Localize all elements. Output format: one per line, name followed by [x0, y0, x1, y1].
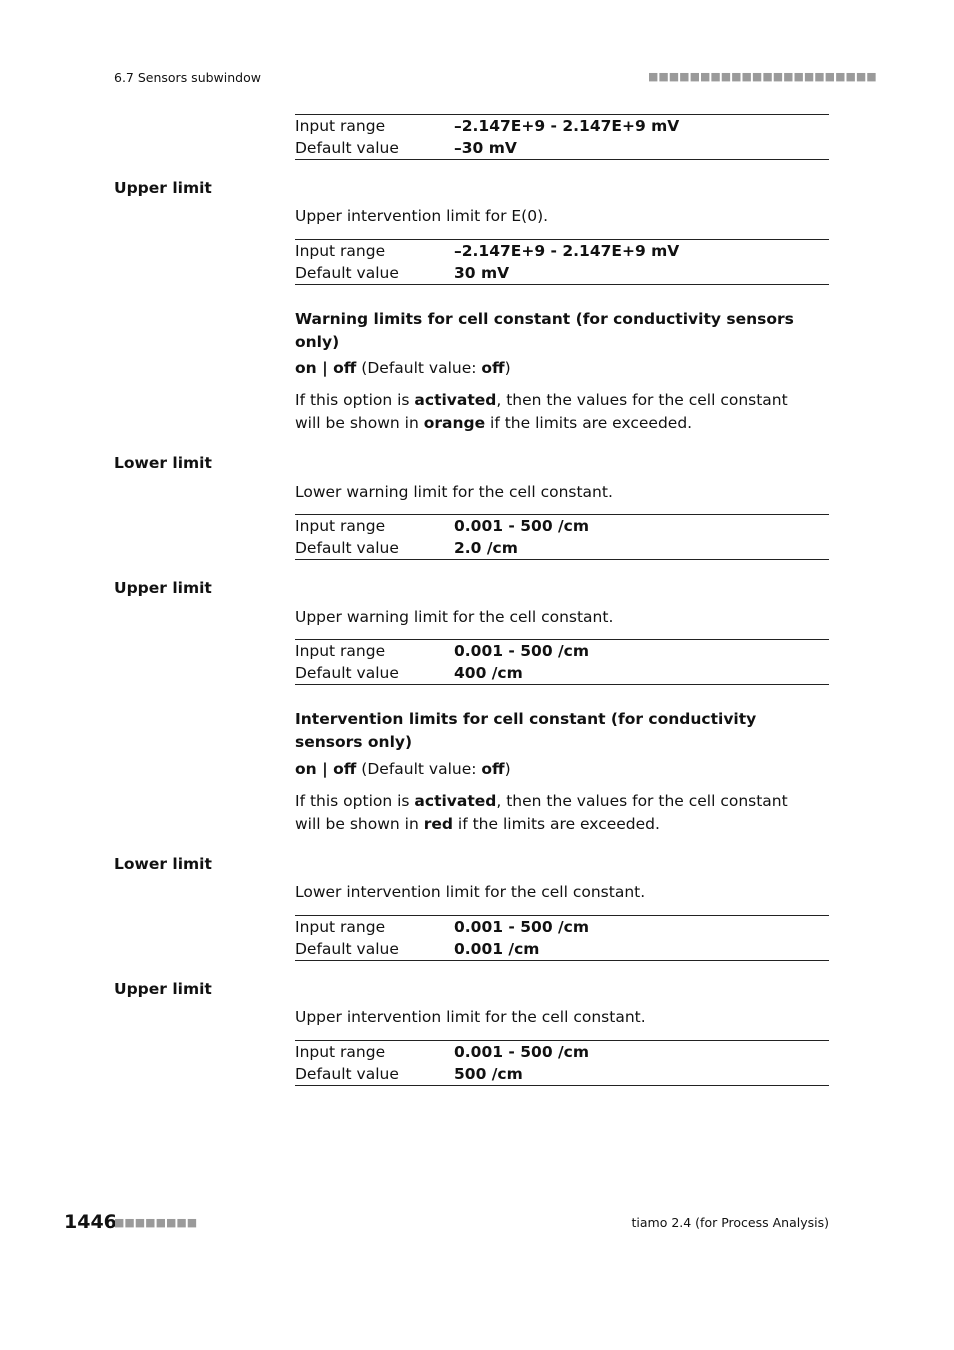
e0-upper-limit-table: [295, 239, 829, 285]
warning-upper-limit-desc: Upper warning limit for the cell constant.: [295, 608, 614, 626]
default-suffix: ): [504, 760, 511, 778]
e0-upper-limit-desc: Upper intervention limit for E(0).: [295, 207, 549, 225]
table-row: [295, 640, 829, 662]
row-key: Input range: [295, 517, 386, 535]
option-on: on: [295, 359, 317, 377]
row-key: Input range: [295, 918, 386, 936]
warning-limits-options: [295, 357, 511, 380]
option-off: off: [333, 760, 357, 778]
footer-product-name: tiamo 2.4 (for Process Analysis): [631, 1215, 829, 1230]
warning-lower-limit-label: Lower limit: [114, 454, 212, 472]
row-value: –2.147E+9 - 2.147E+9 mV: [454, 117, 680, 135]
warning-upper-limit-label: Upper limit: [114, 579, 212, 597]
intervention-limits-options: [295, 758, 511, 781]
intervention-upper-limit-desc: Upper intervention limit for the cell constant.: [295, 1008, 646, 1026]
running-header-section: 6.7 Sensors subwindow: [114, 70, 261, 85]
row-key: Default value: [295, 139, 399, 157]
table-row: [295, 1041, 829, 1063]
table-row: [295, 240, 829, 262]
row-value: 0.001 - 500 /cm: [454, 517, 590, 535]
row-value: 400 /cm: [454, 664, 523, 682]
default-suffix: ): [504, 359, 511, 377]
intervention-lower-limit-desc: Lower intervention limit for the cell constant.: [295, 883, 646, 901]
default-value: off: [481, 359, 505, 377]
table-row: [295, 938, 829, 960]
row-key: Default value: [295, 664, 399, 682]
desc-text: If this option is: [295, 391, 415, 409]
desc-color: red: [423, 815, 453, 833]
row-key: Input range: [295, 642, 386, 660]
table-row: [295, 115, 829, 137]
row-value: 2.0 /cm: [454, 539, 518, 557]
desc-text: if the limits are exceeded.: [452, 815, 660, 833]
table-row: [295, 662, 829, 684]
table-row: [295, 137, 829, 159]
intervention-lower-limit-label: Lower limit: [114, 855, 212, 873]
table-row: [295, 916, 829, 938]
default-value: off: [481, 760, 505, 778]
row-value: 0.001 - 500 /cm: [454, 1043, 590, 1061]
e0-upper-limit-label: Upper limit: [114, 179, 212, 197]
row-key: Default value: [295, 940, 399, 958]
row-value: –2.147E+9 - 2.147E+9 mV: [454, 242, 680, 260]
row-value: 0.001 - 500 /cm: [454, 918, 590, 936]
row-value: 30 mV: [454, 264, 510, 282]
desc-text: If this option is: [295, 792, 415, 810]
header-decoration-dots: ■■■■■■■■■■■■■■■■■■■■■■: [648, 70, 877, 83]
table-row: [295, 1063, 829, 1085]
desc-text: if the limits are exceeded.: [485, 414, 693, 432]
desc-text: , then the values for the cell constant will be shown in: [295, 391, 788, 432]
row-key: Input range: [295, 1043, 386, 1061]
warning-lower-limit-table: [295, 514, 829, 560]
intervention-lower-limit-table: [295, 915, 829, 961]
table-row: [295, 262, 829, 284]
option-off: off: [333, 359, 357, 377]
row-key: Default value: [295, 539, 399, 557]
row-value: 0.001 - 500 /cm: [454, 642, 590, 660]
desc-activated: activated: [414, 391, 497, 409]
row-value: 0.001 /cm: [454, 940, 540, 958]
warning-limits-heading: Warning limits for cell constant (for conductivity sensors only): [295, 310, 794, 351]
desc-text: , then the values for the cell constant will be shown in: [295, 792, 788, 833]
default-prefix: (Default value:: [356, 760, 482, 778]
intervention-upper-limit-label: Upper limit: [114, 980, 212, 998]
intervention-upper-limit-table: [295, 1040, 829, 1086]
option-separator: |: [316, 760, 334, 778]
desc-color: orange: [423, 414, 486, 432]
row-key: Default value: [295, 1065, 399, 1083]
intervention-limits-desc: [295, 790, 815, 836]
warning-lower-limit-desc: Lower warning limit for the cell constant.: [295, 483, 613, 501]
intervention-limits-heading: Intervention limits for cell constant (for conductivity sensors only): [295, 710, 757, 751]
warning-limits-desc: [295, 389, 815, 435]
row-value: 500 /cm: [454, 1065, 523, 1083]
page-number: 1446: [64, 1211, 117, 1233]
footer-decoration-dots: ■■■■■■■■: [114, 1216, 198, 1229]
row-key: Input range: [295, 117, 386, 135]
option-separator: |: [316, 359, 334, 377]
row-key: Default value: [295, 264, 399, 282]
option-on: on: [295, 760, 317, 778]
top-parameter-table: [295, 114, 829, 160]
row-value: –30 mV: [454, 139, 517, 157]
default-prefix: (Default value:: [356, 359, 482, 377]
warning-upper-limit-table: [295, 639, 829, 685]
table-row: [295, 537, 829, 559]
desc-activated: activated: [414, 792, 497, 810]
row-key: Input range: [295, 242, 386, 260]
table-row: [295, 515, 829, 537]
